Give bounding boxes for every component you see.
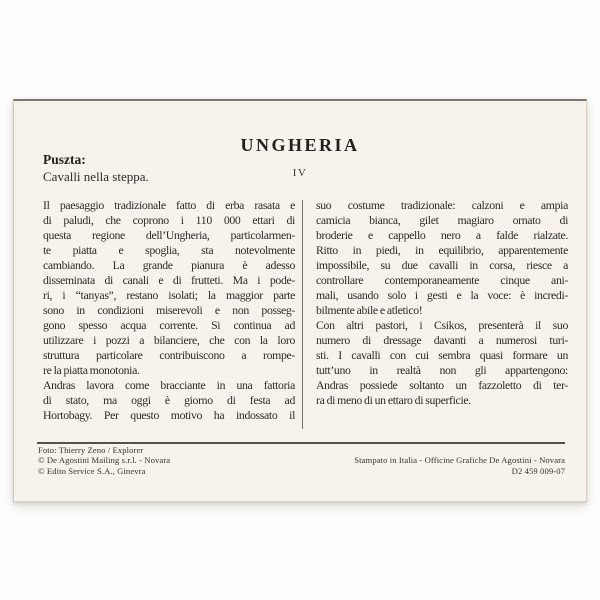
body-line: questa regione dell’Ungheria, particolarmen-: [43, 228, 295, 242]
body-line: disseminata di canali e di frutteti. Ma i pode-: [43, 273, 295, 287]
credit-line: © Edito Service S.A., Ginevra: [38, 465, 146, 476]
body-line: Hortobagy. Per questo motivo ha indossato il: [43, 408, 295, 422]
body-line: tutt’uno in realtà non gli appartengono:: [316, 363, 568, 377]
credits-left: [38, 445, 170, 476]
subject-label: Puszta:: [43, 152, 86, 167]
postcard-back: [13, 99, 587, 502]
body-line: Ritto in piedi, in equilibrio, apparentemente: [316, 243, 568, 257]
body-line: impossibile, su due cavalli in corsa, riesce a: [316, 258, 568, 272]
body-line: sono in condizioni miserevoli e non posseg-: [43, 303, 295, 317]
body-line: sti. I cavalli con cui sembra quasi formare un: [316, 348, 568, 362]
column-divider-rule: [302, 200, 303, 429]
body-line: ra di meno di un ettaro di superficie.: [316, 393, 471, 407]
body-line: numero di dressage davanti a numerosi turi-: [316, 333, 568, 347]
footer-rule: [37, 442, 565, 444]
body-line: re la piatta monotonia.: [43, 363, 140, 377]
body-line: Andras possiede soltanto un fazzoletto di ter-: [316, 378, 568, 392]
body-line: cambiando. La grande pianura è adesso: [43, 258, 295, 272]
body-line: mali, usando solo i gesti e la voce: è incredi-: [316, 288, 568, 302]
card-numeral: IV: [292, 167, 308, 179]
body-line: gono spesso acqua corrente. Si continua ad: [43, 318, 295, 332]
body-line: suo costume tradizionale: calzoni e ampia: [316, 198, 568, 212]
body-line: Il paesaggio tradizionale fatto di erba rasata e: [43, 198, 295, 212]
body-line: controllare contemporaneamente cinque ani-: [316, 273, 568, 287]
credit-line: D2 459 009-07: [511, 465, 565, 476]
body-line: di paludi, che coprono i 110 000 ettari di: [43, 213, 295, 227]
body-line: camicia bianca, gilet magiaro ornato di: [316, 213, 568, 227]
right-column: [316, 198, 568, 423]
left-column: [43, 198, 295, 423]
body-line: struttura particolare contribuiscono a rompe-: [43, 348, 295, 362]
credit-line: Stampato in Italia - Officine Grafiche De Agostini - Novara: [354, 455, 565, 466]
subject-caption: Cavalli nella steppa.: [43, 169, 149, 184]
subject-block: [43, 151, 149, 185]
body-line: te piatta e spoglia, sta notevolmente: [43, 243, 295, 257]
body-line: bilmente abile e atletico!: [316, 303, 423, 317]
body-text: [43, 198, 568, 423]
credits-right: [354, 455, 565, 476]
body-line: di stato, ma oggi è giorno di festa ad: [43, 393, 295, 407]
credit-line: Foto: Thierry Zeno / Explorer: [38, 445, 144, 455]
credits-block: [38, 445, 565, 476]
body-line: Con altri pastori, i Csikos, presenterà il suo: [316, 318, 568, 332]
body-line: Andras lavora come bracciante in una fattoria: [43, 378, 295, 392]
column-gutter: [295, 198, 316, 423]
body-line: broderie e cappello nero a falde rialzate.: [316, 228, 568, 242]
body-line: ri, i “tanyas”, restano isolati; la maggior parte: [43, 288, 295, 302]
credit-line: © De Agostini Mailing s.r.l. - Novara: [38, 455, 171, 466]
card-title: UNGHERIA: [240, 135, 360, 155]
body-line: utilizzare i pozzi a bilanciere, che con la loro: [43, 333, 295, 347]
